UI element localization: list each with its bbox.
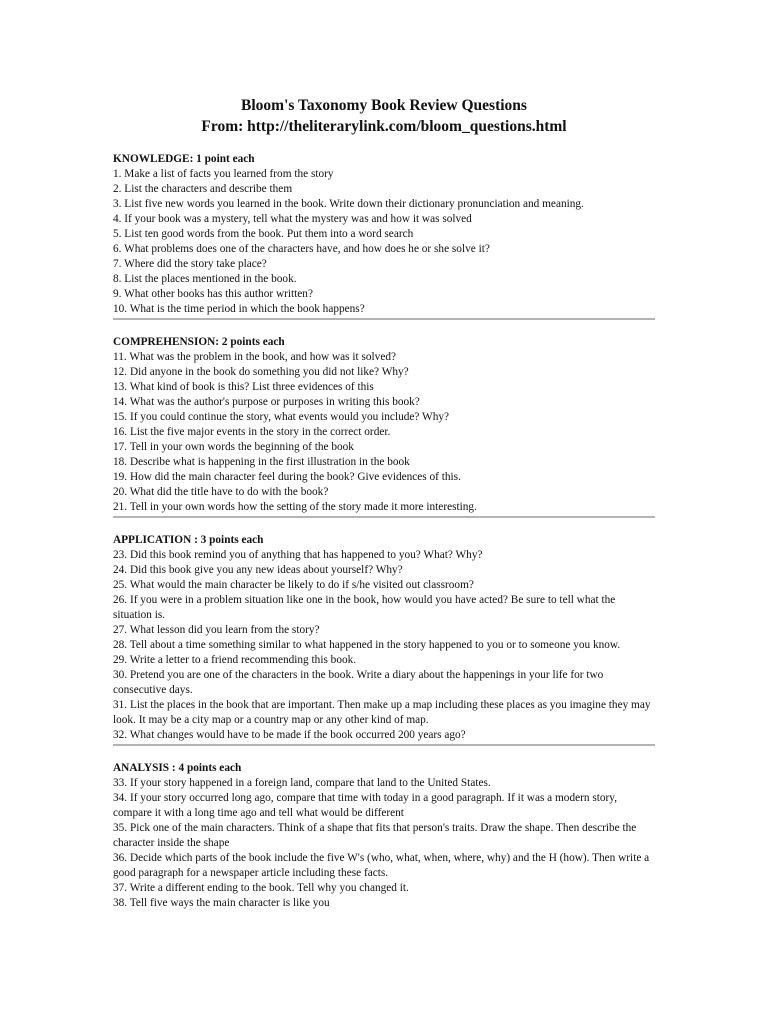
title-block [113,95,655,137]
question-section [113,761,655,911]
question-item: 2. List the characters and describe them [113,183,293,195]
question-item: 17. Tell in your own words the beginning of the book [113,441,354,453]
question-item: 23. Did this book remind you of anything that has happened to you? What? Why? [113,549,483,561]
question-item: 37. Write a different ending to the book. Tell why you changed it. [113,882,409,894]
document-title: Bloom's Taxonomy Book Review Questions [241,97,527,114]
question-item: 28. Tell about a time something similar to what happened in the story happened to you or to someone you know. [113,639,621,651]
question-item: 34. If your story occurred long ago, compare that time with today in a good paragraph. If it was a modern story, compare it with a long time ago and tell what would be different [113,792,618,819]
section-heading: COMPREHENSION: 2 points each [113,336,285,348]
question-item: 14. What was the author's purpose or purposes in writing this book? [113,396,420,408]
question-item: 26. If you were in a problem situation like one in the book, how would you have acted? Be sure to tell what the situation is. [113,594,616,621]
question-item: 12. Did anyone in the book do something you did not like? Why? [113,366,409,378]
question-item: 25. What would the main character be likely to do if s/he visited out classroom? [113,579,474,591]
question-item: 27. What lesson did you learn from the story? [113,624,320,636]
question-item: 8. List the places mentioned in the book. [113,273,297,285]
question-item: 10. What is the time period in which the book happens? [113,303,365,315]
question-item: 30. Pretend you are one of the characters in the book. Write a diary about the happenings in your life for two consecutive days. [113,669,604,696]
question-item: 35. Pick one of the main characters. Think of a shape that fits that person's traits. Draw the shape. Then describe the character inside the shape [113,822,637,849]
question-item: 9. What other books has this author written? [113,288,313,300]
section-heading: APPLICATION : 3 points each [113,534,264,546]
sections-container [113,152,655,911]
question-section [113,152,655,335]
question-item: 29. Write a letter to a friend recommending this book. [113,654,357,666]
question-item: 33. If your story happened in a foreign land, compare that land to the United States. [113,777,491,789]
question-item: 4. If your book was a mystery, tell what the mystery was and how it was solved [113,213,472,225]
section-heading: KNOWLEDGE: 1 point each [113,153,255,165]
question-section [113,335,655,533]
section-heading: ANALYSIS : 4 points each [113,762,242,774]
question-item: 7. Where did the story take place? [113,258,267,270]
source-url: From: http://theliterarylink.com/bloom_questions.html [201,118,567,135]
question-item: 24. Did this book give you any new ideas about yourself? Why? [113,564,403,576]
question-item: 1. Make a list of facts you learned from the story [113,168,334,180]
section-gap [113,518,655,533]
question-item: 3. List five new words you learned in the book. Write down their dictionary pronunciation and meaning. [113,198,584,210]
question-section [113,533,655,761]
question-item: 11. What was the problem in the book, and how was it solved? [113,351,396,363]
question-item: 6. What problems does one of the characters have, and how does he or she solve it? [113,243,490,255]
question-item: 5. List ten good words from the book. Put them into a word search [113,228,414,240]
question-item: 31. List the places in the book that are important. Then make up a map including these places as you imagine they may look. It may be a city map or a country map or any other kind of map. [113,699,651,726]
question-item: 32. What changes would have to be made if the book occurred 200 years ago? [113,729,466,741]
question-item: 19. How did the main character feel during the book? Give evidences of this. [113,471,461,483]
question-item: 36. Decide which parts of the book include the five W's (who, what, when, where, why) and the H (how). Then write a good paragraph for a newspaper article including these facts. [113,852,650,879]
question-item: 15. If you could continue the story, what events would you include? Why? [113,411,450,423]
question-item: 20. What did the title have to do with the book? [113,486,329,498]
document-page [113,95,655,911]
question-item: 16. List the five major events in the story in the correct order. [113,426,391,438]
question-item: 21. Tell in your own words how the setting of the story made it more interesting. [113,501,477,513]
section-gap [113,746,655,761]
section-gap [113,320,655,335]
question-item: 13. What kind of book is this? List three evidences of this [113,381,374,393]
question-item: 38. Tell five ways the main character is like you [113,897,330,909]
question-item: 18. Describe what is happening in the first illustration in the book [113,456,410,468]
